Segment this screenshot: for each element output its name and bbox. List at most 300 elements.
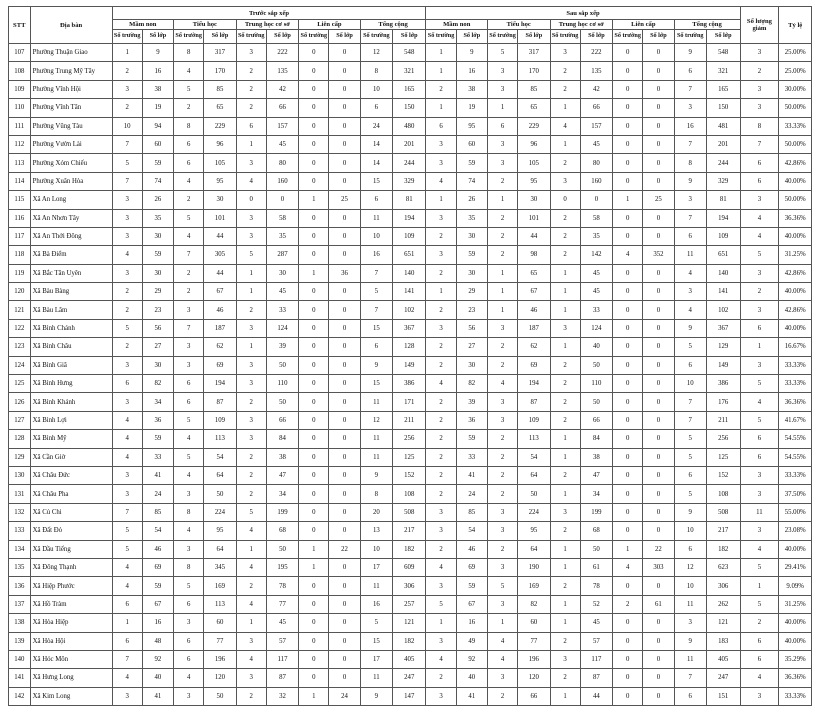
table-cell: 2 — [174, 99, 204, 117]
table-cell: 69 — [204, 356, 236, 374]
table-cell: 6 — [740, 650, 779, 668]
table-cell: 85 — [518, 80, 550, 98]
row-area-name: Xã Kim Long — [30, 687, 112, 705]
row-area-name: Xã Hòa Hiệp — [30, 614, 112, 632]
table-cell: 548 — [706, 44, 740, 62]
table-cell: 27 — [456, 338, 487, 356]
table-cell: 3 — [236, 356, 266, 374]
table-cell: 4 — [174, 430, 204, 448]
table-cell: 2 — [426, 485, 456, 503]
table-row — [9, 264, 812, 282]
table-cell: 40.00% — [779, 319, 812, 337]
table-cell: 262 — [706, 595, 740, 613]
table-cell: 2 — [112, 62, 142, 80]
table-cell: 0 — [299, 503, 329, 521]
table-cell: 25.00% — [779, 44, 812, 62]
table-cell: 59 — [456, 246, 487, 264]
header-sub-class: Số lớp — [518, 30, 550, 44]
table-cell: 5 — [360, 614, 392, 632]
table-cell: 67 — [204, 283, 236, 301]
sub-header-row — [9, 30, 812, 44]
table-cell: 3 — [487, 62, 517, 80]
row-stt: 135 — [9, 558, 31, 576]
table-cell: 39 — [456, 393, 487, 411]
row-stt: 141 — [9, 669, 31, 687]
table-cell: 0 — [329, 301, 360, 319]
table-cell: 45 — [266, 614, 298, 632]
table-cell: 152 — [706, 466, 740, 484]
table-cell: 105 — [204, 154, 236, 172]
table-cell: 27 — [142, 338, 173, 356]
row-area-name: Xã Đất Đỏ — [30, 522, 112, 540]
table-cell: 141 — [706, 283, 740, 301]
table-cell: 3 — [740, 466, 779, 484]
table-cell: 3 — [236, 227, 266, 245]
header-sub-school: Số trường — [613, 30, 643, 44]
table-cell: 74 — [142, 172, 173, 190]
table-cell: 1 — [236, 283, 266, 301]
table-cell: 1 — [613, 191, 643, 209]
table-cell: 5 — [174, 80, 204, 98]
header-sub-school: Số trường — [174, 30, 204, 44]
table-cell: 140 — [393, 264, 426, 282]
table-cell: 183 — [706, 632, 740, 650]
table-row — [9, 558, 812, 576]
table-cell: 9 — [360, 356, 392, 374]
table-cell: 5 — [174, 577, 204, 595]
table-cell: 84 — [266, 430, 298, 448]
table-cell: 14 — [360, 154, 392, 172]
table-cell: 3 — [174, 614, 204, 632]
table-cell: 95 — [518, 522, 550, 540]
table-cell: 36 — [142, 411, 173, 429]
table-cell: 196 — [204, 650, 236, 668]
table-cell: 3 — [487, 669, 517, 687]
table-cell: 0 — [643, 319, 674, 337]
table-cell: 0 — [643, 411, 674, 429]
table-cell: 30 — [456, 227, 487, 245]
header-sub-class: Số lớp — [706, 30, 740, 44]
table-cell: 0 — [613, 356, 643, 374]
table-cell: 60 — [518, 614, 550, 632]
header-level-before-3: Liên cấp — [299, 20, 360, 30]
table-cell: 3 — [740, 99, 779, 117]
table-cell: 11 — [674, 246, 706, 264]
table-cell: 9 — [674, 319, 706, 337]
row-stt: 120 — [9, 283, 31, 301]
table-cell: 2 — [426, 80, 456, 98]
table-cell: 67 — [518, 283, 550, 301]
table-cell: 30 — [266, 264, 298, 282]
header-level-after-3: Liên cấp — [613, 20, 674, 30]
table-cell: 305 — [204, 246, 236, 264]
table-cell: 33.33% — [779, 687, 812, 705]
table-cell: 59 — [456, 577, 487, 595]
table-cell: 2 — [426, 227, 456, 245]
table-cell: 0 — [329, 393, 360, 411]
table-cell: 109 — [204, 411, 236, 429]
table-cell: 1 — [550, 614, 580, 632]
table-cell: 169 — [518, 577, 550, 595]
header-sub-school: Số trường — [360, 30, 392, 44]
row-stt: 128 — [9, 430, 31, 448]
table-cell: 367 — [706, 319, 740, 337]
table-cell: 2 — [487, 466, 517, 484]
table-cell: 44 — [580, 687, 612, 705]
table-cell: 0 — [299, 246, 329, 264]
table-cell: 287 — [266, 246, 298, 264]
table-cell: 59 — [456, 430, 487, 448]
table-cell: 92 — [142, 650, 173, 668]
table-cell: 59 — [142, 577, 173, 595]
table-cell: 140 — [706, 264, 740, 282]
table-cell: 1 — [740, 577, 779, 595]
table-cell: 8 — [174, 117, 204, 135]
row-area-name: Xã Bàu Lâm — [30, 301, 112, 319]
table-cell: 0 — [299, 522, 329, 540]
table-cell: 194 — [518, 375, 550, 393]
table-cell: 77 — [518, 632, 550, 650]
table-cell: 0 — [329, 117, 360, 135]
table-cell: 26 — [456, 191, 487, 209]
table-cell: 40 — [580, 338, 612, 356]
table-row — [9, 99, 812, 117]
table-cell: 33 — [142, 448, 173, 466]
table-cell: 65 — [518, 264, 550, 282]
table-cell: 3 — [550, 44, 580, 62]
table-cell: 3 — [112, 687, 142, 705]
row-stt: 107 — [9, 44, 31, 62]
table-cell: 80 — [266, 154, 298, 172]
table-cell: 3 — [112, 264, 142, 282]
table-cell: 69 — [456, 558, 487, 576]
table-cell: 201 — [706, 135, 740, 153]
table-cell: 4 — [426, 375, 456, 393]
table-cell: 66 — [518, 687, 550, 705]
table-cell: 0 — [643, 466, 674, 484]
table-cell: 224 — [518, 503, 550, 521]
table-cell: 110 — [266, 375, 298, 393]
table-cell: 7 — [674, 135, 706, 153]
table-cell: 35 — [266, 227, 298, 245]
row-area-name: Xã Cần Giờ — [30, 448, 112, 466]
table-cell: 33.33% — [779, 356, 812, 374]
table-cell: 95 — [456, 117, 487, 135]
table-cell: 94 — [142, 117, 173, 135]
table-cell: 651 — [706, 246, 740, 264]
table-cell: 0 — [299, 650, 329, 668]
table-cell: 2 — [112, 338, 142, 356]
table-cell: 5 — [236, 246, 266, 264]
table-cell: 15 — [360, 319, 392, 337]
table-cell: 25.00% — [779, 62, 812, 80]
row-stt: 133 — [9, 522, 31, 540]
table-cell: 5 — [174, 411, 204, 429]
table-cell: 0 — [299, 577, 329, 595]
table-cell: 82 — [142, 375, 173, 393]
table-cell: 1 — [487, 99, 517, 117]
row-area-name: Xã Đông Thạnh — [30, 558, 112, 576]
table-cell: 124 — [266, 319, 298, 337]
table-cell: 2 — [487, 448, 517, 466]
table-cell: 0 — [329, 99, 360, 117]
table-cell: 0 — [613, 301, 643, 319]
table-cell: 405 — [393, 650, 426, 668]
header-level-before-4: Tổng cộng — [360, 20, 426, 30]
table-cell: 56 — [456, 319, 487, 337]
school-statistics-table — [8, 6, 812, 706]
table-cell: 3 — [674, 614, 706, 632]
table-cell: 9.09% — [779, 577, 812, 595]
table-row — [9, 375, 812, 393]
table-cell: 6 — [112, 595, 142, 613]
table-cell: 3 — [550, 650, 580, 668]
table-cell: 35 — [456, 209, 487, 227]
table-cell: 2 — [112, 99, 142, 117]
table-cell: 4 — [426, 172, 456, 190]
table-cell: 0 — [613, 227, 643, 245]
table-cell: 1 — [236, 135, 266, 153]
table-cell: 10 — [360, 227, 392, 245]
table-cell: 44 — [204, 227, 236, 245]
table-cell: 0 — [643, 80, 674, 98]
table-cell: 9 — [142, 44, 173, 62]
table-cell: 176 — [706, 393, 740, 411]
table-cell: 0 — [613, 44, 643, 62]
table-cell: 30 — [518, 191, 550, 209]
table-cell: 62 — [518, 338, 550, 356]
table-cell: 4 — [236, 595, 266, 613]
table-cell: 2 — [426, 430, 456, 448]
table-cell: 6 — [740, 448, 779, 466]
table-cell: 15 — [360, 375, 392, 393]
table-cell: 3 — [740, 44, 779, 62]
table-cell: 50 — [580, 356, 612, 374]
row-stt: 119 — [9, 264, 31, 282]
table-cell: 256 — [706, 430, 740, 448]
table-cell: 1 — [426, 191, 456, 209]
table-cell: 41 — [456, 687, 487, 705]
table-cell: 108 — [393, 485, 426, 503]
header-level-before-1: Tiểu học — [174, 20, 237, 30]
table-cell: 29 — [142, 283, 173, 301]
table-cell: 3 — [740, 687, 779, 705]
table-cell: 34 — [266, 485, 298, 503]
table-cell: 0 — [299, 80, 329, 98]
table-cell: 101 — [204, 209, 236, 227]
row-stt: 110 — [9, 99, 31, 117]
table-cell: 0 — [329, 485, 360, 503]
table-cell: 2 — [550, 209, 580, 227]
table-cell: 2 — [174, 264, 204, 282]
table-cell: 11 — [674, 650, 706, 668]
table-cell: 4 — [426, 650, 456, 668]
table-cell: 0 — [643, 356, 674, 374]
table-cell: 170 — [204, 62, 236, 80]
table-cell: 190 — [518, 558, 550, 576]
table-cell: 12 — [360, 411, 392, 429]
table-cell: 96 — [204, 135, 236, 153]
table-cell: 24 — [360, 117, 392, 135]
table-cell: 0 — [643, 135, 674, 153]
table-cell: 61 — [580, 558, 612, 576]
header-sub-class: Số lớp — [329, 30, 360, 44]
table-cell: 9 — [674, 503, 706, 521]
table-cell: 102 — [706, 301, 740, 319]
table-cell: 0 — [643, 154, 674, 172]
table-cell: 58 — [266, 209, 298, 227]
table-cell: 6 — [360, 191, 392, 209]
table-cell: 2 — [236, 577, 266, 595]
table-cell: 56 — [142, 319, 173, 337]
header-stt: STT — [9, 7, 31, 44]
table-cell: 40.00% — [779, 283, 812, 301]
table-cell: 3 — [112, 393, 142, 411]
row-area-name: Xã Củ Chi — [30, 503, 112, 521]
table-cell: 66 — [266, 99, 298, 117]
table-cell: 11 — [360, 209, 392, 227]
table-cell: 4 — [174, 227, 204, 245]
table-cell: 0 — [299, 117, 329, 135]
table-cell: 41 — [456, 466, 487, 484]
header-sub-school: Số trường — [487, 30, 517, 44]
table-cell: 3 — [426, 577, 456, 595]
table-cell: 16.67% — [779, 338, 812, 356]
table-cell: 0 — [643, 117, 674, 135]
table-cell: 306 — [706, 577, 740, 595]
table-cell: 16 — [360, 246, 392, 264]
table-cell: 3 — [550, 172, 580, 190]
table-cell: 8 — [360, 62, 392, 80]
table-cell: 95 — [204, 522, 236, 540]
table-cell: 10 — [360, 80, 392, 98]
table-cell: 11 — [360, 577, 392, 595]
table-cell: 3 — [174, 301, 204, 319]
table-cell: 0 — [613, 154, 643, 172]
table-cell: 3 — [674, 283, 706, 301]
table-cell: 4 — [112, 411, 142, 429]
table-cell: 0 — [329, 62, 360, 80]
row-area-name: Phường Thuận Giao — [30, 44, 112, 62]
table-cell: 5 — [112, 522, 142, 540]
table-row — [9, 577, 812, 595]
table-cell: 67 — [142, 595, 173, 613]
table-cell: 2 — [426, 356, 456, 374]
table-cell: 3 — [174, 338, 204, 356]
table-cell: 4 — [740, 209, 779, 227]
table-cell: 57 — [266, 632, 298, 650]
table-cell: 87 — [518, 393, 550, 411]
row-stt: 113 — [9, 154, 31, 172]
table-cell: 5 — [740, 595, 779, 613]
table-cell: 4 — [740, 540, 779, 558]
table-cell: 35 — [580, 227, 612, 245]
row-area-name: Xã Bà Điểm — [30, 246, 112, 264]
table-cell: 3 — [236, 319, 266, 337]
table-cell: 1 — [112, 614, 142, 632]
table-cell: 2 — [426, 669, 456, 687]
table-cell: 36.36% — [779, 669, 812, 687]
table-cell: 0 — [613, 485, 643, 503]
table-cell: 4 — [174, 62, 204, 80]
table-cell: 69 — [142, 558, 173, 576]
table-cell: 6 — [674, 62, 706, 80]
table-cell: 45 — [266, 135, 298, 153]
table-cell: 0 — [643, 430, 674, 448]
table-cell: 0 — [613, 577, 643, 595]
table-cell: 3 — [426, 503, 456, 521]
table-cell: 1 — [740, 338, 779, 356]
table-cell: 1 — [487, 264, 517, 282]
table-cell: 2 — [550, 246, 580, 264]
table-cell: 8 — [674, 154, 706, 172]
table-cell: 142 — [580, 246, 612, 264]
table-cell: 5 — [674, 430, 706, 448]
table-cell: 3 — [112, 80, 142, 98]
table-cell: 3 — [487, 154, 517, 172]
table-cell: 6 — [174, 135, 204, 153]
table-cell: 0 — [613, 448, 643, 466]
table-cell: 0 — [643, 62, 674, 80]
table-cell: 6 — [740, 154, 779, 172]
header-before: Trước sắp xếp — [112, 7, 426, 20]
table-cell: 3 — [236, 669, 266, 687]
table-cell: 41 — [142, 466, 173, 484]
table-cell: 85 — [204, 80, 236, 98]
table-cell: 147 — [393, 687, 426, 705]
table-cell: 0 — [299, 448, 329, 466]
row-area-name: Xã An Long — [30, 191, 112, 209]
table-cell: 160 — [266, 172, 298, 190]
row-area-name: Xã Bình Giã — [30, 356, 112, 374]
table-row — [9, 687, 812, 705]
table-row — [9, 632, 812, 650]
table-cell: 4 — [236, 650, 266, 668]
header-reduce: Số lượng giảm — [740, 7, 779, 44]
table-body — [9, 44, 812, 706]
table-cell: 1 — [299, 558, 329, 576]
table-cell: 3 — [174, 356, 204, 374]
table-cell: 40.00% — [779, 632, 812, 650]
table-row — [9, 283, 812, 301]
table-cell: 2 — [487, 485, 517, 503]
table-cell: 0 — [299, 393, 329, 411]
table-cell: 1 — [550, 595, 580, 613]
table-cell: 1 — [550, 540, 580, 558]
table-cell: 3 — [674, 99, 706, 117]
table-cell: 0 — [299, 44, 329, 62]
table-cell: 3 — [174, 540, 204, 558]
table-row — [9, 614, 812, 632]
table-cell: 69 — [518, 356, 550, 374]
row-area-name: Phường Vĩnh Tân — [30, 99, 112, 117]
table-cell: 45 — [580, 135, 612, 153]
table-cell: 4 — [674, 301, 706, 319]
table-cell: 1 — [299, 540, 329, 558]
row-stt: 117 — [9, 227, 31, 245]
table-cell: 0 — [643, 227, 674, 245]
table-cell: 4 — [112, 430, 142, 448]
table-row — [9, 62, 812, 80]
table-cell: 3 — [236, 44, 266, 62]
table-cell: 35.29% — [779, 650, 812, 668]
table-cell: 0 — [329, 319, 360, 337]
table-cell: 3 — [487, 503, 517, 521]
table-cell: 6 — [360, 99, 392, 117]
table-cell: 2 — [426, 264, 456, 282]
table-cell: 2 — [550, 411, 580, 429]
table-cell: 113 — [204, 430, 236, 448]
